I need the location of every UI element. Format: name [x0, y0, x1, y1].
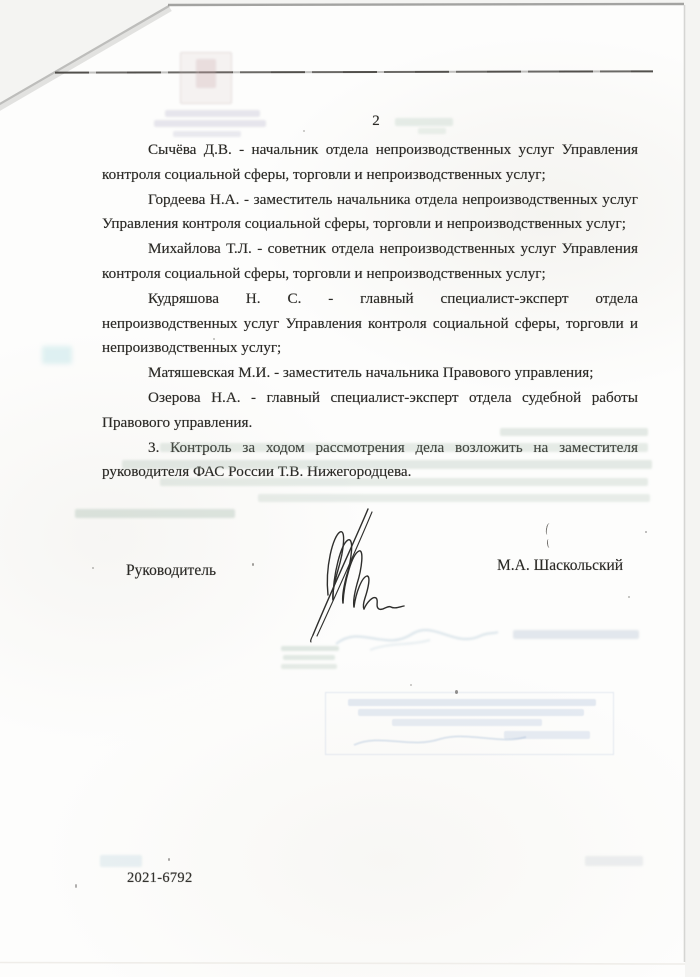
scan-speck	[645, 531, 647, 533]
signatory-name: М.А. Шаскольский	[497, 557, 624, 574]
scan-speck	[455, 690, 458, 694]
scan-speck	[252, 563, 254, 566]
scan-speck	[75, 884, 77, 888]
document-code: 2021-6792	[127, 870, 193, 886]
paragraph-matyashevskaya: Матяшевская М.И. - заместитель начальника Правового управления;	[148, 364, 594, 382]
scan-speck	[168, 858, 170, 861]
scan-speck	[92, 567, 94, 569]
paragraph-mikhailova: Михайлова Т.Л. - советник отдела непроизводственных услуг Управления контроля социальной сферы, торговли и непроизводственных услуг;	[102, 240, 638, 282]
scan-speck	[628, 596, 630, 598]
scan-speck	[303, 130, 305, 132]
document-body	[102, 138, 638, 485]
stamp-bleedthrough	[325, 692, 614, 755]
signatory-role-label: Руководитель	[126, 562, 217, 579]
paragraph-sycheva: Сычёва Д.В. - начальник отдела непроизводственных услуг Управления контроля социальной сферы, торговли и непроизводственных услуг;	[102, 141, 638, 183]
paragraph-ozerova: Озерова Н.А. - главный специалист-эксперт отдела судебной работы Правового управления.	[102, 388, 638, 431]
page-number: 2	[372, 113, 380, 129]
scan-speck	[213, 338, 215, 340]
handwritten-signature	[294, 503, 409, 643]
paragraph-control-item: 3. Контроль за ходом рассмотрения дела возложить на заместителя руководителя ФАС России Т.В. Нижегородцева.	[102, 438, 638, 481]
ink-mark	[547, 539, 552, 548]
paragraph-kudryashova: Кудряшова Н. С. - главный специалист-эксперт отдела непроизводственных услуг Управления контроля социальной сферы, торговли и непроизводственных услуг;	[102, 289, 638, 357]
scan-speck	[410, 684, 412, 686]
paragraph-gordeeva: Гордеева Н.А. - заместитель начальника отдела непроизводственных услуг Управления контроля социальной сферы, торговли и непроизводственных услуг;	[102, 190, 638, 233]
